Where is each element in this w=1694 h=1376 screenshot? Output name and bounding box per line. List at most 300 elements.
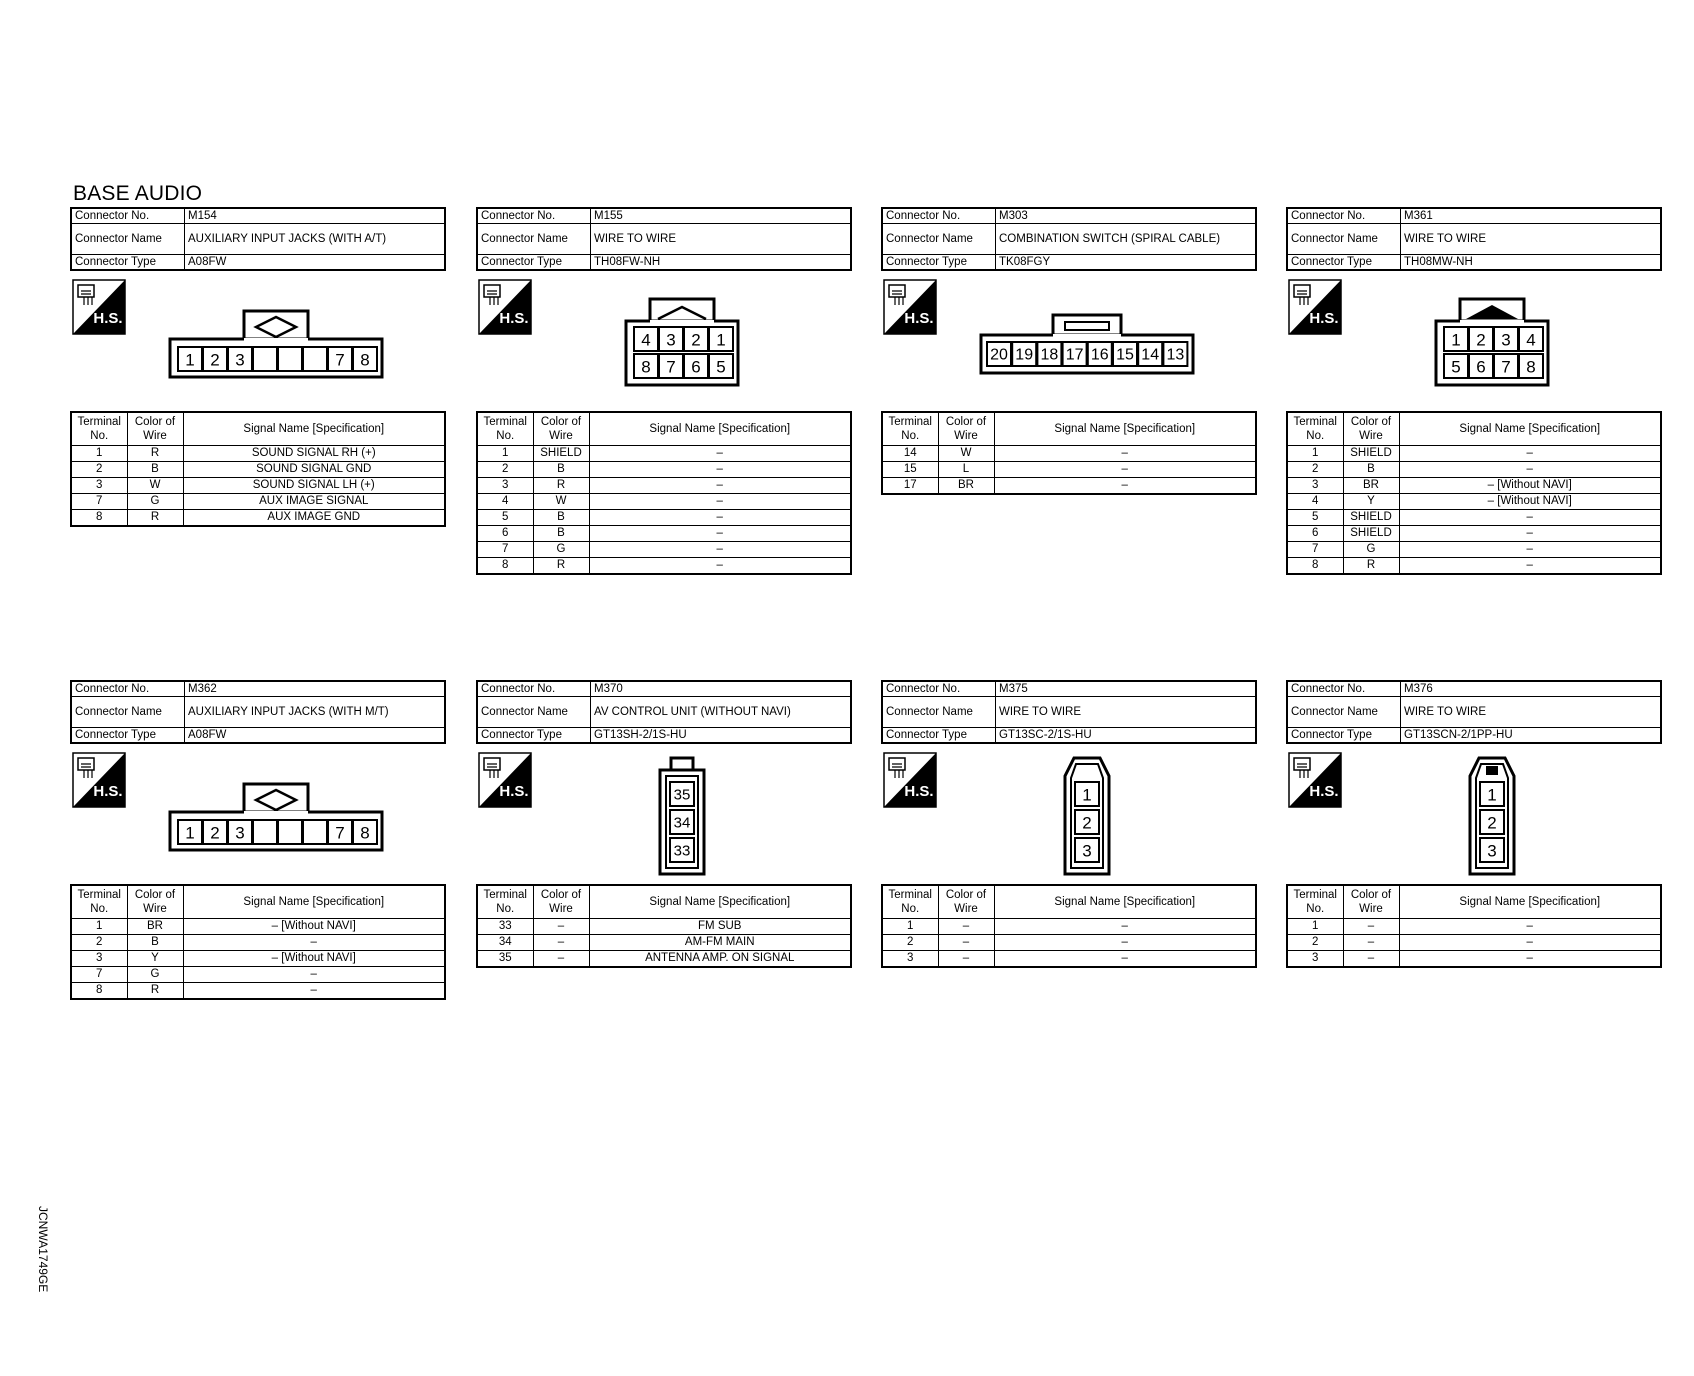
signal-name: – [994, 919, 1256, 935]
connector-face [168, 309, 384, 381]
column-header: Signal Name [Specification] [994, 412, 1256, 446]
table-row [1287, 510, 1661, 526]
pin-number: 2 [210, 823, 220, 843]
info-label: Connector No. [882, 208, 996, 224]
terminal-no: 1 [71, 919, 127, 935]
connector-face-wrap [168, 309, 384, 386]
info-value: A08FW [185, 255, 446, 271]
table-row [477, 510, 851, 526]
signal-name: – [Without NAVI] [1399, 494, 1661, 510]
column-header: Terminal No. [477, 412, 533, 446]
info-row [1287, 681, 1661, 697]
table-row [71, 935, 445, 951]
info-row [1287, 697, 1661, 728]
key-diamond [256, 317, 296, 337]
signal-name: AUX IMAGE GND [183, 510, 445, 527]
info-value: GT13SH-2/1S-HU [591, 728, 852, 744]
info-value: WIRE TO WIRE [996, 697, 1257, 728]
pin-number: 20 [990, 346, 1008, 364]
info-label: Connector No. [71, 681, 185, 697]
signal-name: – [589, 478, 851, 494]
terminal-no: 5 [1287, 510, 1343, 526]
connector-diagram [881, 744, 1257, 884]
table-row [477, 446, 851, 462]
table-row [71, 951, 445, 967]
terminal-header-row [477, 412, 851, 446]
info-value: M361 [1401, 208, 1662, 224]
signal-name: – [1399, 558, 1661, 575]
info-label: Connector No. [1287, 208, 1401, 224]
signal-name: – [994, 951, 1256, 968]
terminal-no: 2 [1287, 935, 1343, 951]
column-header: Terminal No. [882, 412, 938, 446]
signal-name: – [Without NAVI] [183, 919, 445, 935]
info-row [882, 681, 1256, 697]
column-header: Color of Wire [127, 412, 183, 446]
table-row [882, 446, 1256, 462]
connector-info-table [881, 680, 1257, 744]
signal-name: – [183, 935, 445, 951]
column-header: Signal Name [Specification] [589, 885, 851, 919]
info-row [882, 208, 1256, 224]
terminal-header-row [882, 412, 1256, 446]
column-header: Signal Name [Specification] [1399, 412, 1661, 446]
terminal-no: 33 [477, 919, 533, 935]
wire-color: B [533, 526, 589, 542]
wire-color: W [938, 446, 994, 462]
connector-block [1286, 207, 1662, 575]
column-header: Signal Name [Specification] [183, 885, 445, 919]
wire-color: – [938, 951, 994, 968]
info-label: Connector No. [1287, 681, 1401, 697]
hs-view-icon [1288, 279, 1342, 335]
connector-diagram [476, 744, 852, 884]
pin-number: 4 [1526, 330, 1536, 350]
hs-view-icon [478, 752, 532, 808]
hs-label: H.S. [499, 783, 529, 800]
connector-face [1062, 756, 1112, 878]
signal-name: – [183, 983, 445, 1000]
pin-number: 6 [691, 357, 701, 377]
wire-color: R [127, 446, 183, 462]
wire-color: – [938, 919, 994, 935]
terminal-table [881, 884, 1257, 968]
info-label: Connector Type [1287, 255, 1401, 271]
pin-number: 33 [673, 842, 691, 860]
connector-face-wrap [1467, 756, 1517, 883]
column-header: Signal Name [Specification] [589, 412, 851, 446]
pin-number: 2 [691, 330, 701, 350]
info-value: GT13SC-2/1S-HU [996, 728, 1257, 744]
info-row [477, 697, 851, 728]
wire-color: R [533, 478, 589, 494]
table-row [71, 983, 445, 1000]
connector-diagram [70, 271, 446, 411]
info-row [1287, 728, 1661, 744]
terminal-no: 6 [1287, 526, 1343, 542]
connector-diagram [1286, 744, 1662, 884]
table-row [71, 446, 445, 462]
connector-block [476, 680, 852, 968]
hs-label: H.S. [904, 310, 934, 327]
terminal-no: 2 [71, 462, 127, 478]
info-row [477, 224, 851, 255]
signal-name: – [1399, 446, 1661, 462]
info-value: M154 [185, 208, 446, 224]
info-label: Connector Type [477, 255, 591, 271]
wire-color: Y [127, 951, 183, 967]
connector-face-wrap [979, 313, 1195, 380]
pin-number: 7 [335, 350, 345, 370]
info-row [71, 697, 445, 728]
terminal-no: 4 [1287, 494, 1343, 510]
wire-color: – [1343, 935, 1399, 951]
info-row [1287, 208, 1661, 224]
drawing-code: JCNWA1749GE [36, 1206, 50, 1293]
connector-block [476, 207, 852, 575]
terminal-no: 7 [1287, 542, 1343, 558]
hs-view-icon [72, 752, 126, 808]
info-row [477, 728, 851, 744]
pin-number: 18 [1040, 346, 1059, 364]
terminal-no: 3 [1287, 951, 1343, 968]
terminal-table [1286, 884, 1662, 968]
table-row [71, 478, 445, 494]
column-header: Color of Wire [1343, 885, 1399, 919]
connector-info-table [1286, 207, 1662, 271]
signal-name: AUX IMAGE SIGNAL [183, 494, 445, 510]
terminal-no: 3 [1287, 478, 1343, 494]
table-row [477, 542, 851, 558]
wire-color: BR [1343, 478, 1399, 494]
pin-number: 1 [1451, 330, 1461, 350]
signal-name: – [1399, 510, 1661, 526]
hs-icon-wrap [1288, 279, 1342, 335]
connector-block [881, 680, 1257, 968]
hs-icon-wrap [478, 279, 532, 335]
wire-color: SHIELD [1343, 526, 1399, 542]
hs-label: H.S. [93, 310, 123, 327]
wire-color: SHIELD [1343, 446, 1399, 462]
terminal-header-row [1287, 885, 1661, 919]
table-row [477, 526, 851, 542]
column-header: Terminal No. [882, 885, 938, 919]
table-row [1287, 935, 1661, 951]
terminal-no: 3 [71, 478, 127, 494]
column-header: Color of Wire [938, 412, 994, 446]
column-header: Color of Wire [533, 885, 589, 919]
column-header: Terminal No. [71, 885, 127, 919]
signal-name: – [1399, 462, 1661, 478]
wire-color: B [1343, 462, 1399, 478]
table-row [477, 951, 851, 968]
terminal-no: 1 [1287, 446, 1343, 462]
pin-number: 3 [235, 823, 245, 843]
wire-color: R [533, 558, 589, 575]
signal-name: – [589, 542, 851, 558]
pin-number: 8 [360, 823, 370, 843]
connector-info-table [881, 207, 1257, 271]
terminal-no: 7 [71, 967, 127, 983]
signal-name: ANTENNA AMP. ON SIGNAL [589, 951, 851, 968]
table-row [477, 478, 851, 494]
hs-icon-wrap [883, 279, 937, 335]
info-value: A08FW [185, 728, 446, 744]
wire-color: R [127, 510, 183, 527]
pin-number: 17 [1065, 346, 1084, 364]
wire-color: B [533, 462, 589, 478]
info-value: TK08FGY [996, 255, 1257, 271]
terminal-no: 8 [477, 558, 533, 575]
connector-face-wrap [168, 782, 384, 859]
signal-name: – [589, 462, 851, 478]
pin-number: 2 [1082, 813, 1092, 833]
column-header: Terminal No. [477, 885, 533, 919]
key-slot [1065, 322, 1109, 330]
pin-number: 14 [1141, 346, 1160, 364]
pin-number: 8 [360, 350, 370, 370]
wire-color: – [533, 951, 589, 968]
terminal-table [70, 884, 446, 1000]
pin-number: 1 [716, 330, 726, 350]
info-value: AUXILIARY INPUT JACKS (WITH M/T) [185, 697, 446, 728]
wire-color: G [1343, 542, 1399, 558]
info-value: M303 [996, 208, 1257, 224]
hs-label: H.S. [1309, 783, 1339, 800]
table-row [71, 462, 445, 478]
pin-number: 15 [1116, 346, 1134, 364]
terminal-table [476, 884, 852, 968]
table-row [477, 919, 851, 935]
table-row [477, 462, 851, 478]
table-row [477, 558, 851, 575]
table-row [1287, 446, 1661, 462]
terminal-no: 2 [1287, 462, 1343, 478]
info-value: AUXILIARY INPUT JACKS (WITH A/T) [185, 224, 446, 255]
pin-number: 3 [666, 330, 676, 350]
signal-name: – [589, 510, 851, 526]
pin-number: 3 [235, 350, 245, 370]
info-row [477, 208, 851, 224]
wire-color: B [127, 462, 183, 478]
info-label: Connector No. [882, 681, 996, 697]
terminal-header-row [882, 885, 1256, 919]
terminal-no: 3 [71, 951, 127, 967]
pin-number: 13 [1166, 346, 1185, 364]
info-label: Connector No. [477, 681, 591, 697]
signal-name: – [589, 558, 851, 575]
hs-icon-wrap [1288, 752, 1342, 808]
terminal-no: 2 [477, 462, 533, 478]
info-row [882, 224, 1256, 255]
wire-color: SHIELD [1343, 510, 1399, 526]
key-notch [1486, 766, 1498, 775]
page-title: BASE AUDIO [73, 182, 203, 205]
connector-info-table [70, 680, 446, 744]
hs-view-icon [72, 279, 126, 335]
table-row [1287, 558, 1661, 575]
info-value: M376 [1401, 681, 1662, 697]
wire-color: – [533, 919, 589, 935]
info-row [71, 728, 445, 744]
pin-number: 7 [1501, 357, 1511, 377]
connector-info-table [476, 680, 852, 744]
terminal-no: 5 [477, 510, 533, 526]
terminal-header-row [71, 412, 445, 446]
wire-color: W [533, 494, 589, 510]
pin-number: 3 [1501, 330, 1511, 350]
wire-color: – [938, 935, 994, 951]
info-value: GT13SCN-2/1PP-HU [1401, 728, 1662, 744]
pin-number: 1 [185, 823, 195, 843]
signal-name: – [994, 462, 1256, 478]
info-row [882, 697, 1256, 728]
hs-view-icon [478, 279, 532, 335]
signal-name: – [994, 446, 1256, 462]
key-diamond [256, 790, 296, 810]
signal-name: – [589, 494, 851, 510]
terminal-no: 7 [477, 542, 533, 558]
terminal-no: 14 [882, 446, 938, 462]
info-label: Connector Name [477, 697, 591, 728]
column-header: Signal Name [Specification] [183, 412, 445, 446]
info-label: Connector No. [71, 208, 185, 224]
wire-color: – [1343, 951, 1399, 968]
hs-icon-wrap [883, 752, 937, 808]
wire-color: BR [127, 919, 183, 935]
info-value: M362 [185, 681, 446, 697]
info-label: Connector Type [882, 728, 996, 744]
info-label: Connector Name [1287, 697, 1401, 728]
terminal-no: 1 [71, 446, 127, 462]
hs-view-icon [883, 752, 937, 808]
terminal-table [70, 411, 446, 527]
table-row [71, 919, 445, 935]
info-value: TH08MW-NH [1401, 255, 1662, 271]
wire-color: L [938, 462, 994, 478]
table-row [882, 462, 1256, 478]
connector-info-table [1286, 680, 1662, 744]
column-header: Terminal No. [71, 412, 127, 446]
wire-color: G [127, 494, 183, 510]
connector-info-table [476, 207, 852, 271]
signal-name: AM-FM MAIN [589, 935, 851, 951]
signal-name: SOUND SIGNAL LH (+) [183, 478, 445, 494]
wire-color: Y [1343, 494, 1399, 510]
connector-face [168, 782, 384, 854]
info-row [1287, 224, 1661, 255]
pin-number: 6 [1476, 357, 1486, 377]
connector-diagram [476, 271, 852, 411]
pin-number: 5 [1451, 357, 1461, 377]
hs-view-icon [883, 279, 937, 335]
wire-color: G [533, 542, 589, 558]
wire-color: W [127, 478, 183, 494]
info-label: Connector Type [1287, 728, 1401, 744]
info-value: COMBINATION SWITCH (SPIRAL CABLE) [996, 224, 1257, 255]
table-row [1287, 462, 1661, 478]
table-row [1287, 526, 1661, 542]
terminal-no: 17 [882, 478, 938, 495]
pin-number: 7 [335, 823, 345, 843]
connector-face-wrap [1062, 756, 1112, 883]
hs-icon-wrap [72, 752, 126, 808]
pin-number: 5 [716, 357, 726, 377]
connector-face-wrap [1434, 297, 1550, 392]
info-label: Connector Name [1287, 224, 1401, 255]
connector-block [881, 207, 1257, 495]
hs-view-icon [1288, 752, 1342, 808]
column-header: Color of Wire [1343, 412, 1399, 446]
wire-color: – [533, 935, 589, 951]
info-label: Connector Type [477, 728, 591, 744]
info-row [71, 224, 445, 255]
wire-color: R [1343, 558, 1399, 575]
wire-color: BR [938, 478, 994, 495]
column-header: Signal Name [Specification] [994, 885, 1256, 919]
signal-name: – [994, 935, 1256, 951]
signal-name: – [1399, 935, 1661, 951]
table-row [882, 478, 1256, 495]
terminal-no: 1 [1287, 919, 1343, 935]
connector-face [624, 297, 740, 387]
table-row [1287, 478, 1661, 494]
info-value: TH08FW-NH [591, 255, 852, 271]
table-row [1287, 951, 1661, 968]
pin-number: 8 [1526, 357, 1536, 377]
info-row [477, 255, 851, 271]
terminal-header-row [71, 885, 445, 919]
pin-number: 19 [1015, 346, 1034, 364]
info-value: WIRE TO WIRE [1401, 697, 1662, 728]
column-header: Color of Wire [127, 885, 183, 919]
connector-block [70, 680, 446, 1000]
signal-name: – [183, 967, 445, 983]
pin-number: 7 [666, 357, 676, 377]
hs-label: H.S. [904, 783, 934, 800]
terminal-no: 7 [71, 494, 127, 510]
table-row [1287, 919, 1661, 935]
info-row [882, 255, 1256, 271]
info-value: M375 [996, 681, 1257, 697]
wire-color: SHIELD [533, 446, 589, 462]
info-row [71, 255, 445, 271]
terminal-no: 8 [71, 510, 127, 527]
info-label: Connector Name [882, 224, 996, 255]
connector-face-wrap [657, 756, 707, 883]
pin-number: 2 [1487, 813, 1497, 833]
info-value: M370 [591, 681, 852, 697]
signal-name: – [994, 478, 1256, 495]
info-label: Connector Name [71, 224, 185, 255]
info-label: Connector No. [477, 208, 591, 224]
connector-face [657, 756, 707, 878]
connector-face [979, 313, 1195, 375]
signal-name: – [Without NAVI] [183, 951, 445, 967]
terminal-no: 34 [477, 935, 533, 951]
terminal-no: 2 [882, 935, 938, 951]
connector-face [1467, 756, 1517, 878]
info-row [882, 728, 1256, 744]
table-row [477, 494, 851, 510]
table-row [71, 510, 445, 527]
info-label: Connector Type [71, 255, 185, 271]
signal-name: – [Without NAVI] [1399, 478, 1661, 494]
table-row [882, 951, 1256, 968]
table-row [882, 935, 1256, 951]
terminal-no: 3 [477, 478, 533, 494]
signal-name: – [589, 526, 851, 542]
